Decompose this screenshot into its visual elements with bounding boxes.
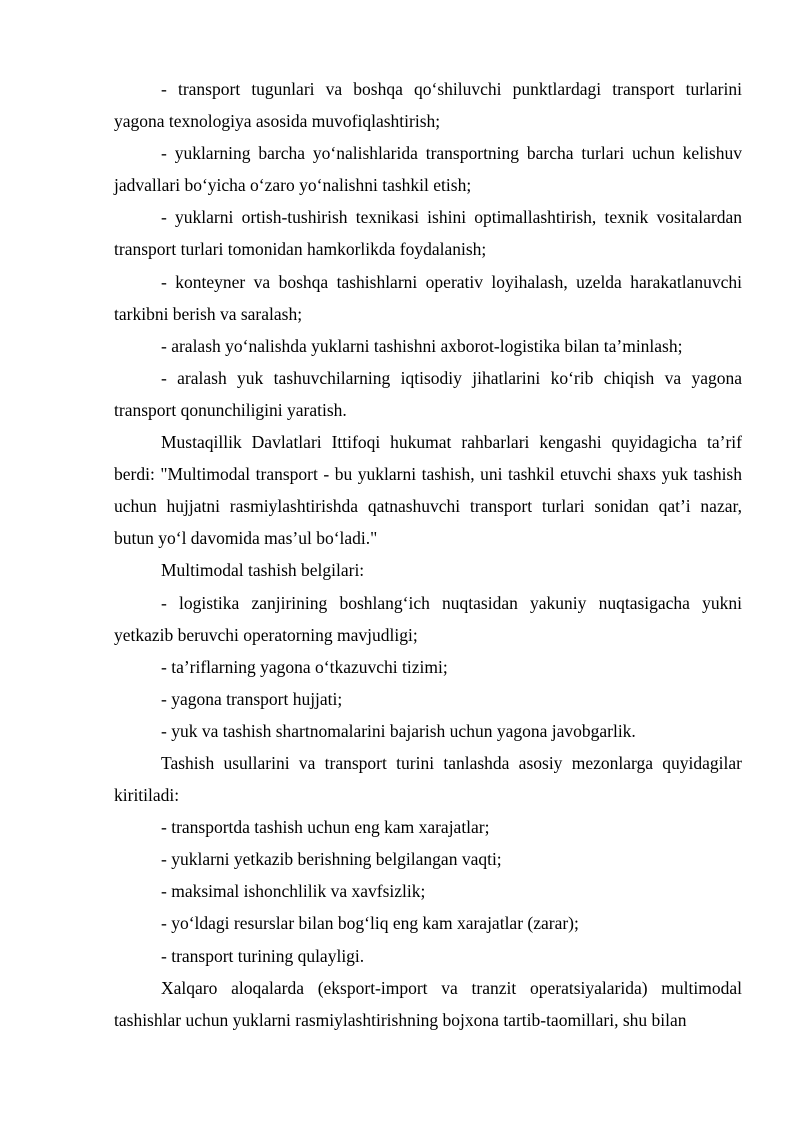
document-body bbox=[114, 73, 742, 1036]
paragraph: - aralash yuk tashuvchilarning iqtisodiy jihatlarini ko‘rib chiqish va yagona transport qonunchiligini yaratish. bbox=[114, 367, 742, 420]
paragraph: - transportda tashish uchun eng kam xarajatlar; bbox=[161, 817, 490, 838]
paragraph: - maksimal ishonchlilik va xavfsizlik; bbox=[161, 881, 426, 902]
paragraph: - aralash yo‘nalishda yuklarni tashishni axborot-logistika bilan ta’minlash; bbox=[161, 335, 683, 356]
paragraph: - yo‘ldagi resurslar bilan bog‘liq eng kam xarajatlar (zarar); bbox=[161, 913, 579, 934]
paragraph: - konteyner va boshqa tashishlarni operativ loyihalash, uzelda harakatlanuvchi tarkibni berish va saralash; bbox=[114, 271, 742, 324]
paragraph: - yagona transport hujjati; bbox=[161, 688, 343, 709]
paragraph: Multimodal tashish belgilari: bbox=[161, 560, 365, 581]
paragraph: - yuklarni yetkazib berishning belgilangan vaqti; bbox=[161, 849, 502, 870]
paragraph: - yuk va tashish shartnomalarini bajarish uchun yagona javobgarlik. bbox=[161, 720, 636, 741]
paragraph: - transport turining qulayligi. bbox=[161, 945, 365, 966]
paragraph: - transport tugunlari va boshqa qo‘shiluvchi punktlardagi transport turlarini yagona texnologiya asosida muvofiqlashtirish; bbox=[114, 79, 742, 132]
paragraph: Mustaqillik Davlatlari Ittifoqi hukumat rahbarlari kengashi quyidagicha ta’rif berdi: "Multimodal transport - bu yuklarni tashish, uni tashkil etuvchi shaxs yuk tashish uchun hujjatni rasmiylashtirishda qatnashuvchi transport turlari sonidan qat’i nazar, butun yo‘l davomida mas’ul bo‘ladi." bbox=[114, 432, 742, 549]
paragraph: - ta’riflarning yagona o‘tkazuvchi tizimi; bbox=[161, 656, 448, 677]
paragraph: Xalqaro aloqalarda (eksport-import va tranzit operatsiyalarida) multimodal tashishlar uchun yuklarni rasmiylashtirishning bojxona tartib-taomillari, shu bilan bbox=[114, 977, 742, 1030]
paragraph: - yuklarning barcha yo‘nalishlarida transportning barcha turlari uchun kelishuv jadvallari bo‘yicha o‘zaro yo‘nalishni tashkil etish; bbox=[114, 143, 742, 196]
paragraph: - logistika zanjirining boshlang‘ich nuqtasidan yakuniy nuqtasigacha yukni yetkazib beruvchi operatorning mavjudligi; bbox=[114, 592, 742, 645]
paragraph: - yuklarni ortish-tushirish texnikasi ishini optimallashtirish, texnik vositalardan transport turlari tomonidan hamkorlikda foydalanish; bbox=[114, 207, 742, 260]
paragraph: Tashish usullarini va transport turini tanlashda asosiy mezonlarga quyidagilar kiritiladi: bbox=[114, 752, 742, 806]
